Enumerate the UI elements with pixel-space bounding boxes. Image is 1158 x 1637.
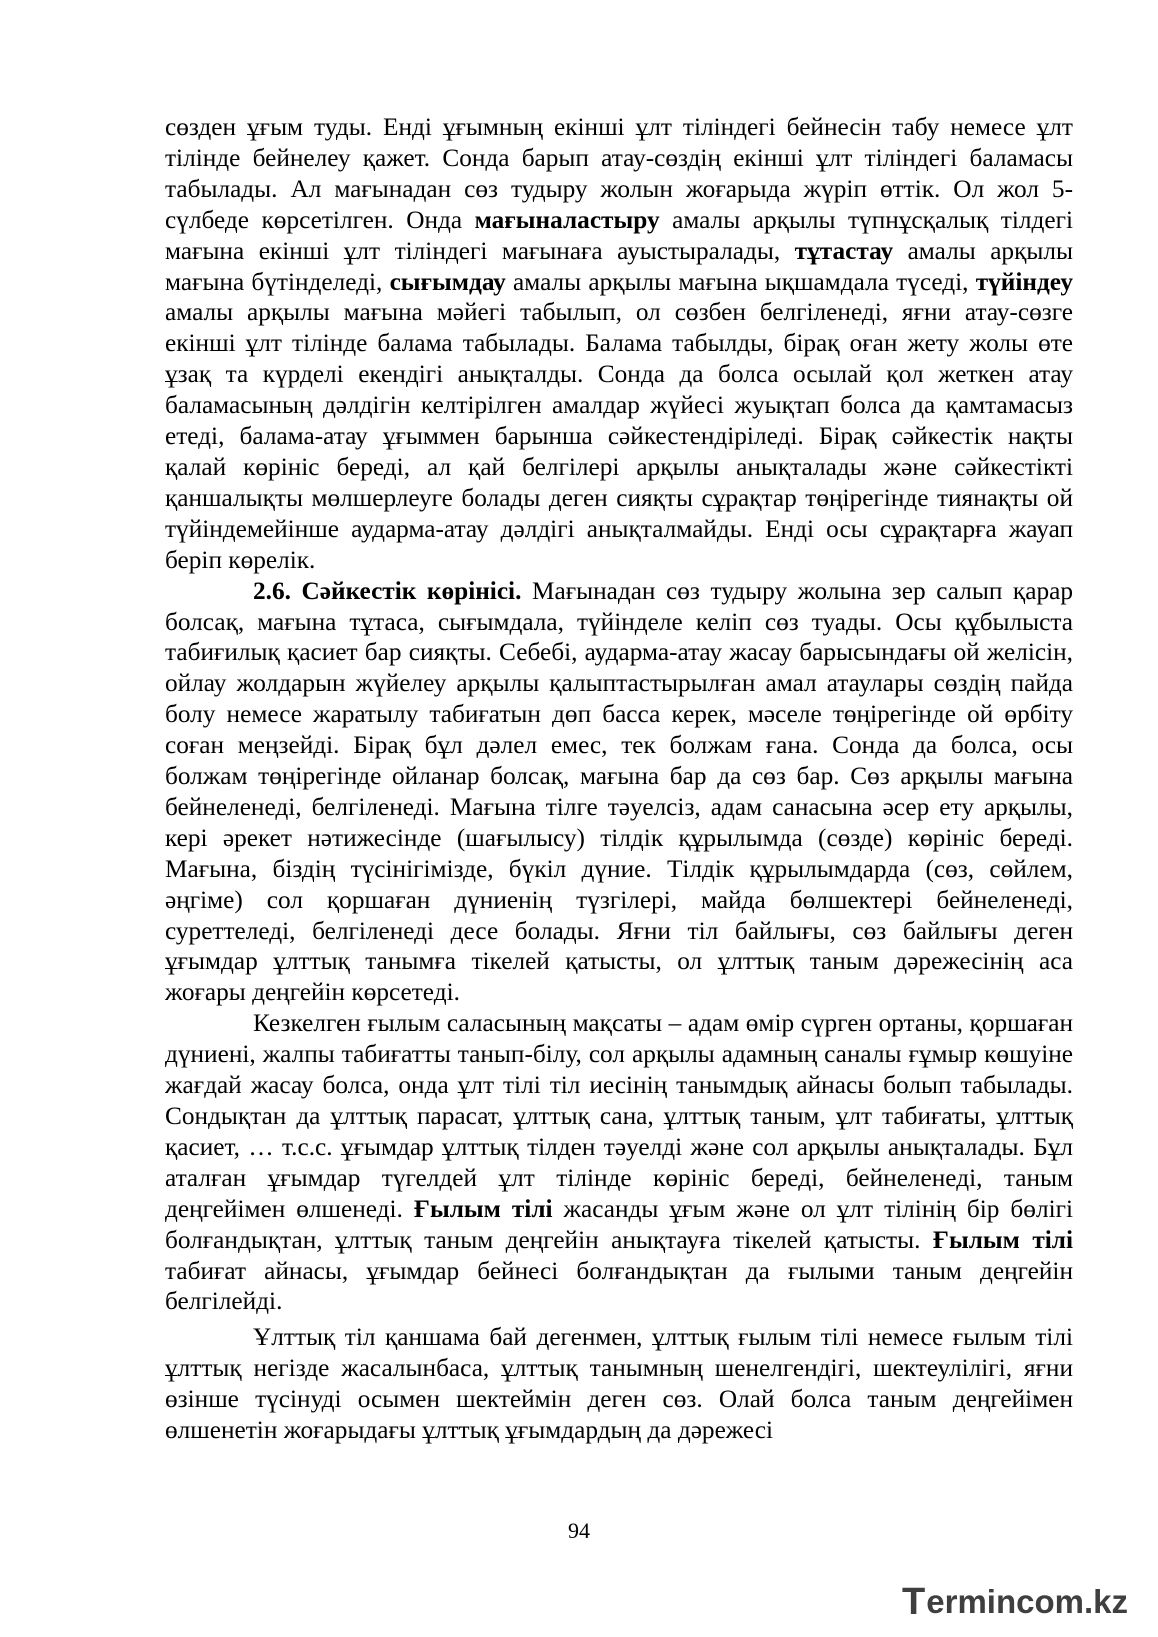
text-run: амалы арқылы мағына мәйегі табылып, ол сөзбен белгіленеді, яғни атау-сөзге екінші ұлт тілінде балама табылады. Балама табылды, бірақ оған жету жолы өте ұзақ та күрделі екендігі анықталды. Сонда да болса осылай қол жеткен атау баламасының дәлдігін келтірілген амалдар жүйесі жуықтап болса да қамтамасыз етеді, балама-атау ұғыммен барынша сәйкестендіріледі. Бірақ сәйкестік нақты қалай көрініс береді, ал қай белгілері арқылы анықталады және сәйкестікті қаншалықты мөлшерлеуге болады деген сияқты сұрақтар төңірегінде тиянақты ой түйіндемейінше аударма-атау дәлдігі анықталмайды. Енді осы сұрақтарға жауап беріп көрелік.	[165, 298, 1073, 574]
text-run: жасанды ұғым және ол ұлт тілінің бір бөлігі болғандықтан, ұлттық таным деңгейін анықтауға тікелей қатысты.	[165, 1194, 1074, 1254]
text-run: табиғат айнасы, ұғымдар бейнесі болғандықтан да ғылыми таным деңгейін белгілейді.	[165, 1256, 1073, 1316]
bold-term: Ғылым тілі	[932, 1225, 1073, 1254]
bold-term: 2.6. Сәйкестік көрінісі.	[253, 576, 522, 605]
watermark-text: ermincom.kz	[926, 1583, 1128, 1620]
bold-term: Ғылым тілі	[413, 1194, 553, 1223]
text-run: амалы арқылы мағына бүтінделеді,	[165, 236, 1073, 296]
site-watermark-logo	[902, 1582, 1128, 1622]
text-run: амалы арқылы түпнұсқалық тілдегі мағына екінші ұлт тіліндегі мағынаға ауыстыралады,	[165, 205, 1073, 265]
text-run: Мағынадан сөз тудыру жолына зер салып қарар болсақ, мағына тұтаса, сығымдала, түйінделе келіп сөз туады. Осы құбылыста табиғилық қасиет бар сияқты. Себебі, аударма-атау жасау барысындағы ой желісін, ойлау жолдарын жүйелеу арқылы қалыптастырылған амал атаулары сөздің пайда болу немесе жаратылу табиғатын дөп басса керек, мәселе төңірегінде ой өрбіту соған меңзейді. Бірақ бұл дәлел емес, тек болжам ғана. Сонда да болса, осы болжам төңірегінде ойланар болсақ, мағына бар да сөз бар. Сөз арқылы мағына бейнеленеді, белгіленеді. Мағына тілге тәуелсіз, адам санасына әсер ету арқылы, кері әрекет нәтижесінде (шағылысу) тілдік құрылымда (сөзде) көрініс береді. Мағына, біздің түсінігімізде, бүкіл дүние. Тілдік құрылымдарда (сөз, сөйлем, әңгіме) сол қоршаған дүниенің түзгілері, майда бөлшектері бейнеленеді, суреттеледі, белгіленеді десе болады. Яғни тіл байлығы, сөз байлығы деген ұғымдар ұлттық танымға тікелей қатысты, ол ұлттық таным дәрежесінің аса жоғары деңгейін көрсетеді.	[165, 576, 1073, 1007]
text-run: Кезкелген ғылым саласының мақсаты – адам өмір сүрген ортаны, қоршаған дүниені, жалпы табиғатты танып-білу, сол арқылы адамның саналы ғұмыр көшуіне жағдай жасау болса, онда ұлт тілі тіл иесінің танымдық айнасы болып табылады. Сондықтан да ұлттық парасат, ұлттық сана, ұлттық таным, ұлт табиғаты, ұлттық қасиет, … т.с.с. ұғымдар ұлттық тілден тәуелді және сол арқылы анықталады. Бұл аталған ұғымдар түгелдей ұлт тілінде көрініс береді, бейнеленеді, таным деңгейімен өлшенеді.	[165, 1009, 1073, 1223]
paragraph	[165, 1008, 1073, 1317]
page-number: 94	[568, 1518, 590, 1543]
bold-term: сығымдау	[389, 267, 506, 296]
bold-term: мағыналастыру	[474, 205, 660, 234]
bold-term: түйіндеу	[975, 267, 1073, 296]
text-run: Ұлттық тіл қаншама бай дегенмен, ұлттық ғылым тілі немесе ғылым тілі ұлттық негізде жасалынбаса, ұлттық танымның шенелгендігі, шектеулілігі, яғни өзінше түсінуді осымен шектеймін деген сөз. Олай болса таным деңгейімен өлшенетін жоғарыдағы ұлттық ұғымдардың да дәрежесі	[165, 1323, 1073, 1445]
text-run: амалы арқылы мағына ықшамдала түседі,	[505, 267, 976, 296]
paragraph	[165, 576, 1073, 1009]
bold-term: тұтастау	[794, 236, 894, 265]
text-run: сөзден ұғым туды. Енді ұғымның екінші ұлт тіліндегі бейнесін табу немесе ұлт тілінде бейнелеу қажет. Сонда барып атау-сөздің екінші ұлт тіліндегі баламасы табылады. Ал мағынадан сөз тудыру жолын жоғарыда жүріп өттік. Ол жол 5-сүлбеде көрсетілген. Онда	[165, 113, 1073, 234]
document-body	[165, 112, 1073, 1446]
watermark-initial: T	[902, 1580, 926, 1623]
paragraph	[165, 1322, 1073, 1446]
paragraph	[165, 112, 1073, 576]
